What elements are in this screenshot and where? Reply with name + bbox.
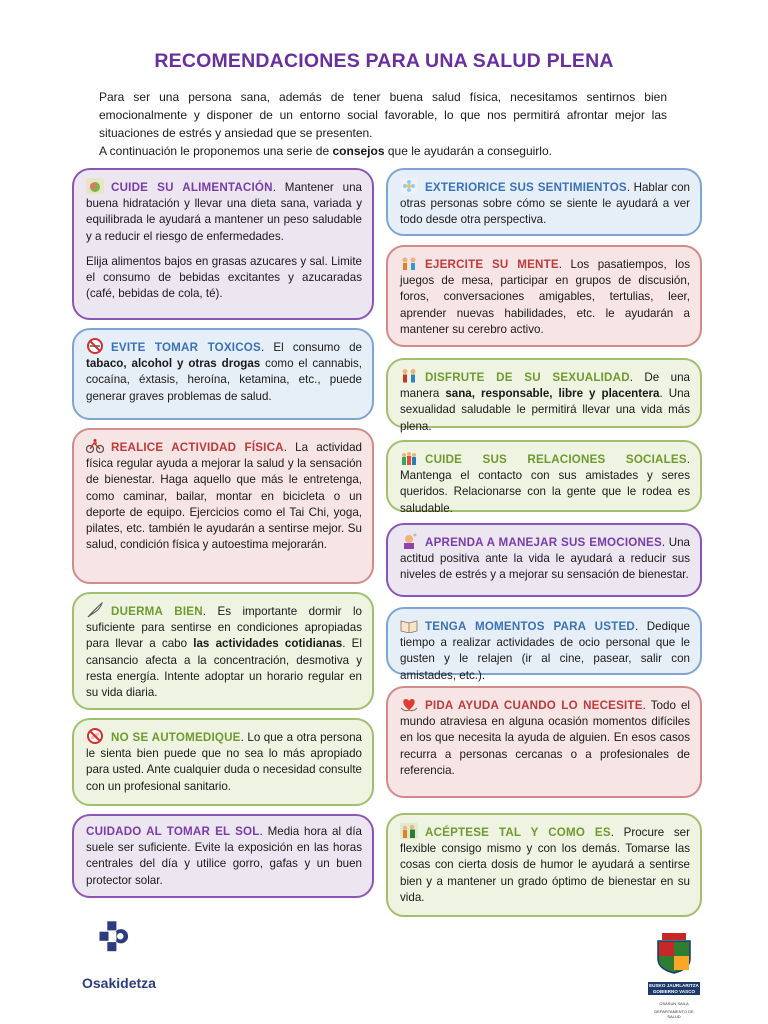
card-aceptese: ACÉPTESE TAL Y COMO ES. Procure ser flexible consigo mismo y con los demás. Tomarse las cosas con cierta dosis de humor le ayudará a sentirse bien y a mantener un grado óptimo de bienestar en su vida. [386, 813, 702, 917]
bicycle-icon [86, 438, 104, 454]
card-sexualidad: DISFRUTE DE SU SEXUALIDAD. De una manera sana, responsable, libre y placentera. Una sexualidad saludable le permitirá llevar una vida más plena. [386, 358, 702, 428]
card-sentimientos: EXTERIORICE SUS SENTIMIENTOS. Hablar con otras personas sobre cómo se siente le ayudará a ver todo desde otra perspectiva. [386, 168, 702, 236]
no-pills-icon [86, 728, 104, 744]
card-sol: CUIDADO AL TOMAR EL SOL. Media hora al día suele ser suficiente. Evite la exposición en las horas centrales del día y utilice gorro, gafas y un buen protector solar. [72, 814, 374, 898]
no-smoking-icon [86, 338, 104, 354]
book-icon [400, 617, 418, 633]
feather-icon [86, 602, 104, 618]
card-emociones: APRENDA A MANEJAR SUS EMOCIONES. Una actitud positiva ante la vida le ayudará a reducir sus niveles de estrés y a mejorar su sensación de bienestar. [386, 523, 702, 597]
card-momentos: TENGA MOMENTOS PARA USTED. Dedique tiempo a realizar actividades de ocio personal que le gusten y le relajen (ir al cine, pasear, salir con amistades, etc.). [386, 607, 702, 675]
thinking-icon [400, 533, 418, 549]
logo-line-2: GOBIERNO VASCO [652, 988, 696, 994]
osakidetza-logo-icon [82, 920, 182, 972]
friends-icon [400, 450, 418, 466]
family-icon [400, 823, 418, 839]
card-actividad: REALICE ACTIVIDAD FÍSICA. La actividad física regular ayuda a mejorar la salud y la sensación de bienestar. Haga aquello que más le entretenga, como caminar, bailar, montar en bicicleta o un deporte de equipo. Ejercicios como el Tai Chi, yoga, pilates, etc. también le ayudarán a sentirse mejor. Su salud, condición física y autoestima mejorarán. [72, 428, 374, 584]
card-mente: EJERCITE SU MENTE. Los pasatiempos, los juegos de mesa, participar en grupos de discusión, foros, conversaciones amigables, tertulias, leer, aprender nuevas habilidades, etc. le ayudarán a mantener su cerebro activo. [386, 245, 702, 347]
gobierno-vasco-logo [648, 933, 700, 1023]
card-relaciones: CUIDE SUS RELACIONES SOCIALES. Mantenga el contacto con sus amistades y seres queridos. Relacionarse con la gente que le rodea es saludable. [386, 440, 702, 512]
apple-icon [86, 178, 104, 194]
couple-icon [400, 368, 418, 384]
osakidetza-logo-text: Osakidetza [82, 975, 156, 991]
logo-line-1: EUSKO JAURLARITZA [649, 983, 699, 988]
intro-paragraph [99, 88, 667, 142]
page-title: RECOMENDACIONES PARA UNA SALUD PLENA [154, 50, 614, 72]
logo-small-2: DEPARTAMENTO DE SALUD [654, 1009, 694, 1019]
children-icon [400, 255, 418, 271]
logo-small-1: OSASUN SAILA [659, 1001, 689, 1006]
coat-of-arms-icon [648, 933, 700, 977]
card-toxicos: EVITE TOMAR TOXICOS. El consumo de tabaco, alcohol y otras drogas como el cannabis, cocaína, éxtasis, heroína, ketamina, etc., puede generar graves problemas de salud. [72, 328, 374, 420]
card-ayuda: PIDA AYUDA CUANDO LO NECESITE. Todo el mundo atraviesa en alguna ocasión momentos difíciles en los que necesita la ayuda de alguien. En esos casos recurra a personas cercanas o a profesionales de referencia. [386, 686, 702, 798]
intro-text: Para ser una persona sana, además de tener buena salud física, necesitamos sentirnos bien emocionalmente y disponer de un entorno social favorable, lo que nos permitirá afrontar mejor las situaciones de estrés y ansiedad que se presenten. [99, 90, 667, 140]
flower-icon [400, 178, 418, 194]
card-alimentacion: CUIDE SU ALIMENTACIÓN. Mantener una buena hidratación y llevar una dieta sana, variada y equilibrada le ayudará a mantener un peso saludable y a reducir el riesgo de enfermedades. Elija alimentos bajos en grasas azucares y sal. Limite el consumo de bebidas excitantes y azucaradas (café, bebidas de cola, té). [72, 168, 374, 320]
intro-consejos: A continuación le proponemos una serie de consejos que le ayudarán a conseguirlo. [99, 144, 552, 158]
heart-hands-icon [400, 696, 418, 712]
card-automedique: NO SE AUTOMEDIQUE. Lo que a otra persona le sienta bien puede que no sea lo más apropiado para usted. Ante cualquier duda o necesidad consulte con un profesional sanitario. [72, 718, 374, 806]
card-duerma: DUERMA BIEN. Es importante dormir lo suficiente para sentirse en condiciones apropiadas para llevar a cabo las actividades cotidianas. El cansancio afecta a la concentración, desmotiva y resta energía. Intente adoptar un horario regular en su vida diaria. [72, 592, 374, 710]
